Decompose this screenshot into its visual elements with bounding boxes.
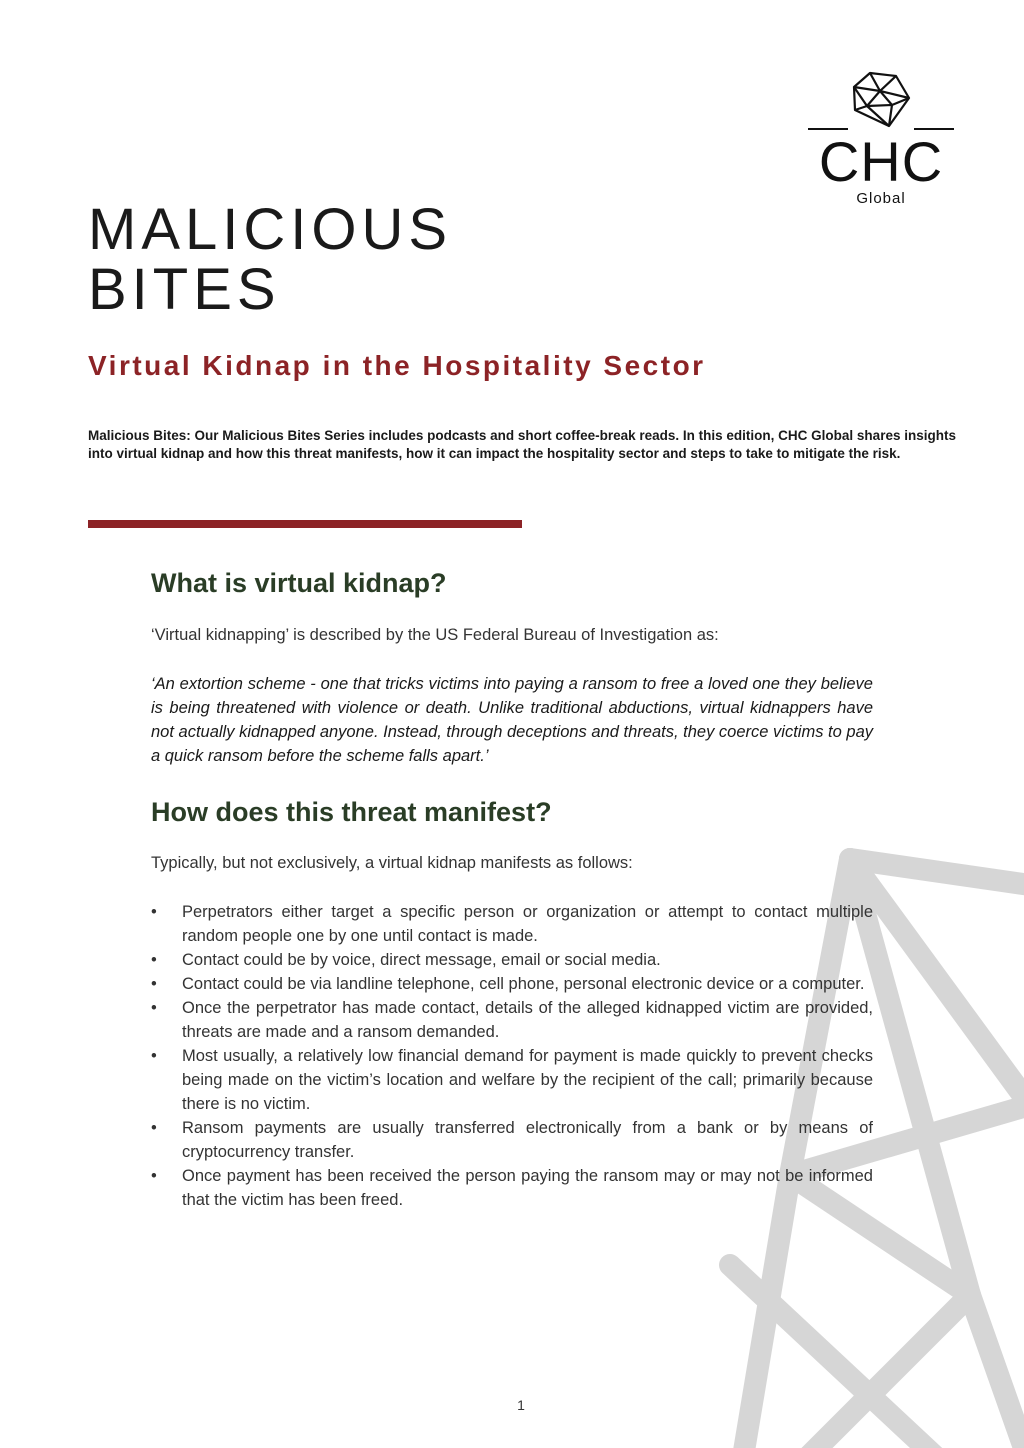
manifest-bullet-list: [151, 900, 873, 1212]
list-item: [151, 948, 873, 972]
manifest-intro: Typically, but not exclusively, a virtual kidnap manifests as follows:: [151, 854, 633, 872]
section-heading-what-is: What is virtual kidnap?: [151, 568, 447, 598]
bullet-icon: •: [151, 999, 157, 1017]
list-item-text: Once the perpetrator has made contact, details of the alleged kidnapped victim are provided, threats are made and a ransom demanded.: [182, 999, 873, 1041]
bullet-icon: •: [151, 951, 157, 969]
bullet-icon: •: [151, 903, 157, 921]
list-item-text: Most usually, a relatively low financial demand for payment is made quickly to prevent checks being made on the victim’s location and welfare by the recipient of the call; primarily because there is no victim.: [182, 1047, 873, 1113]
list-item-text: Ransom payments are usually transferred electronically from a bank or by means of cryptocurrency transfer.: [182, 1119, 873, 1161]
logo-wordmark: CHC: [818, 130, 944, 193]
bullet-icon: •: [151, 975, 157, 993]
list-item-text: Contact could be via landline telephone, cell phone, personal electronic device or a computer.: [182, 975, 865, 993]
logo-subtitle: Global: [856, 190, 906, 207]
list-item-text: Perpetrators either target a specific person or organization or attempt to contact multiple random people one by one until contact is made.: [182, 903, 873, 945]
fbi-quote: ‘An extortion scheme - one that tricks victims into paying a ransom to free a loved one they believe is being threatened with violence or death. Unlike traditional abductions, virtual kidnappers have not actually kidnapped anyone. Instead, through deceptions and threats, they coerce victims to pay a quick ransom before the scheme falls apart.’: [151, 675, 873, 765]
page-subtitle: Virtual Kidnap in the Hospitality Sector: [88, 350, 706, 381]
list-item: [151, 996, 873, 1044]
list-item: [151, 1116, 873, 1164]
title-line-2: BITES: [88, 257, 281, 322]
list-item: [151, 1164, 873, 1212]
list-item: [151, 1044, 873, 1116]
section-divider: [88, 520, 522, 528]
bullet-icon: •: [151, 1047, 157, 1065]
geometric-gem-icon: [850, 70, 912, 130]
page-title: [88, 197, 453, 322]
bullet-icon: •: [151, 1167, 157, 1185]
section-heading-manifest: How does this threat manifest?: [151, 797, 552, 827]
list-item: [151, 900, 873, 948]
intro-paragraph: Malicious Bites: Our Malicious Bites Series includes podcasts and short coffee-break reads. In this edition, CHC Global shares insights into virtual kidnap and how this threat manifests, how it can impact the hospitality sector and steps to take to mitigate the risk.: [88, 428, 956, 461]
bullet-icon: •: [151, 1119, 157, 1137]
page-number: 1: [517, 1397, 525, 1413]
chc-global-logo: [806, 70, 956, 210]
list-item-text: Once payment has been received the person paying the ransom may or may not be informed that the victim has been freed.: [182, 1167, 873, 1209]
definition-intro: ‘Virtual kidnapping’ is described by the US Federal Bureau of Investigation as:: [151, 626, 719, 644]
title-line-1: MALICIOUS: [88, 197, 453, 262]
list-item-text: Contact could be by voice, direct message, email or social media.: [182, 951, 661, 969]
list-item: [151, 972, 873, 996]
